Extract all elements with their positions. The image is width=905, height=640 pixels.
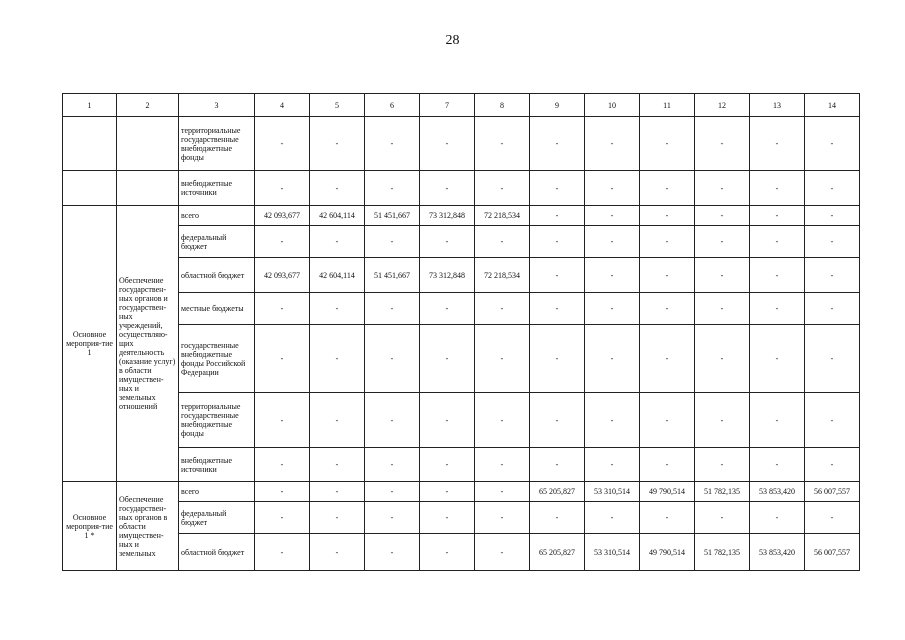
header-cell: 12 [695, 94, 750, 117]
value-cell: - [640, 393, 695, 448]
page-number: 28 [445, 33, 460, 48]
value-cell: - [475, 325, 530, 393]
value-cell: 42 093,677 [255, 206, 310, 226]
value-cell: - [420, 293, 475, 325]
value-cell: - [475, 448, 530, 482]
value-cell: - [475, 171, 530, 206]
value-cell: - [640, 117, 695, 171]
value-cell: - [585, 226, 640, 258]
value-cell: 73 312,848 [420, 206, 475, 226]
continuation-section [63, 117, 860, 206]
measure-number-cell: Основное мероприя-тие 1 [63, 206, 117, 482]
value-cell: - [640, 325, 695, 393]
value-cell: - [475, 482, 530, 502]
header-row [63, 94, 860, 117]
value-cell: - [530, 258, 585, 293]
value-cell: - [420, 482, 475, 502]
value-cell: - [530, 502, 585, 534]
value-cell: - [310, 393, 365, 448]
value-cell: - [640, 171, 695, 206]
value-cell: - [310, 171, 365, 206]
value-cell: 65 205,827 [530, 534, 585, 571]
value-cell: - [365, 534, 420, 571]
value-cell: - [640, 448, 695, 482]
value-cell: - [750, 226, 805, 258]
empty-cell [63, 171, 117, 206]
value-cell: - [750, 171, 805, 206]
value-cell: - [695, 226, 750, 258]
value-cell: 56 007,557 [805, 534, 860, 571]
empty-cell [117, 171, 179, 206]
value-cell: - [255, 448, 310, 482]
table-row [63, 534, 860, 571]
value-cell: 53 853,420 [750, 482, 805, 502]
value-cell: - [310, 117, 365, 171]
table-row [63, 325, 860, 393]
value-cell: - [585, 325, 640, 393]
funding-source-cell: всего [179, 206, 255, 226]
value-cell: - [640, 226, 695, 258]
value-cell: - [365, 448, 420, 482]
value-cell: - [255, 117, 310, 171]
value-cell: - [805, 206, 860, 226]
table-row [63, 258, 860, 293]
value-cell: - [805, 226, 860, 258]
funding-source-cell: федеральный бюджет [179, 226, 255, 258]
value-cell: - [640, 258, 695, 293]
header-cell: 3 [179, 94, 255, 117]
header-cell: 13 [750, 94, 805, 117]
value-cell: - [640, 293, 695, 325]
value-cell: - [530, 325, 585, 393]
value-cell: - [420, 171, 475, 206]
funding-source-cell: местные бюджеты [179, 293, 255, 325]
header-cell: 14 [805, 94, 860, 117]
value-cell: - [585, 393, 640, 448]
value-cell: - [420, 117, 475, 171]
value-cell: - [750, 502, 805, 534]
value-cell: - [310, 482, 365, 502]
value-cell: - [255, 226, 310, 258]
value-cell: - [805, 171, 860, 206]
value-cell: - [310, 448, 365, 482]
value-cell: - [475, 117, 530, 171]
value-cell: 51 782,135 [695, 534, 750, 571]
value-cell: - [695, 117, 750, 171]
value-cell: - [310, 226, 365, 258]
value-cell: - [750, 258, 805, 293]
measure-description-cell: Обеспечение государствен-ных органов и государствен-ных учреждений, осуществляю-щих деятельность (оказание услуг) в области имуществен-ных и земельных отношений [117, 206, 179, 482]
value-cell: - [530, 226, 585, 258]
value-cell: - [750, 117, 805, 171]
value-cell: 53 310,514 [585, 534, 640, 571]
value-cell: - [420, 502, 475, 534]
value-cell: - [475, 226, 530, 258]
value-cell: 56 007,557 [805, 482, 860, 502]
value-cell: - [310, 502, 365, 534]
header-cell: 8 [475, 94, 530, 117]
value-cell: - [420, 534, 475, 571]
value-cell: - [805, 502, 860, 534]
measure-number-cell: Основное мероприя-тие 1 * [63, 482, 117, 571]
value-cell: 42 093,677 [255, 258, 310, 293]
value-cell: - [530, 206, 585, 226]
header-cell: 1 [63, 94, 117, 117]
value-cell: - [530, 393, 585, 448]
table-row [63, 171, 860, 206]
header-cell: 7 [420, 94, 475, 117]
value-cell: - [530, 117, 585, 171]
value-cell: - [585, 502, 640, 534]
funding-source-cell: всего [179, 482, 255, 502]
value-cell: - [750, 393, 805, 448]
value-cell: 73 312,848 [420, 258, 475, 293]
value-cell: - [420, 393, 475, 448]
value-cell: - [365, 393, 420, 448]
value-cell: 42 604,114 [310, 206, 365, 226]
header-cell: 11 [640, 94, 695, 117]
value-cell: - [695, 293, 750, 325]
value-cell: 51 451,667 [365, 206, 420, 226]
value-cell: - [750, 206, 805, 226]
value-cell: - [640, 502, 695, 534]
value-cell: 72 218,534 [475, 206, 530, 226]
value-cell: - [805, 258, 860, 293]
value-cell: - [585, 171, 640, 206]
value-cell: - [310, 293, 365, 325]
funding-source-cell: федеральный бюджет [179, 502, 255, 534]
value-cell: - [530, 293, 585, 325]
value-cell: 49 790,514 [640, 534, 695, 571]
table-row [63, 117, 860, 171]
measure-2-section [63, 482, 860, 571]
value-cell: - [255, 325, 310, 393]
value-cell: 49 790,514 [640, 482, 695, 502]
value-cell: - [585, 293, 640, 325]
funding-source-cell: территориальные государственные внебюджетные фонды [179, 117, 255, 171]
header-cell: 5 [310, 94, 365, 117]
value-cell: - [475, 502, 530, 534]
value-cell: - [420, 325, 475, 393]
budget-table [62, 93, 860, 571]
value-cell: - [365, 325, 420, 393]
value-cell: 53 310,514 [585, 482, 640, 502]
value-cell: - [585, 117, 640, 171]
funding-source-cell: внебюджетные источники [179, 171, 255, 206]
table-row [63, 393, 860, 448]
value-cell: - [365, 171, 420, 206]
value-cell: - [365, 482, 420, 502]
value-cell: - [750, 293, 805, 325]
value-cell: - [255, 393, 310, 448]
value-cell: - [695, 325, 750, 393]
funding-source-cell: территориальные государственные внебюджетные фонды [179, 393, 255, 448]
header-cell: 10 [585, 94, 640, 117]
value-cell: 53 853,420 [750, 534, 805, 571]
header-cell: 9 [530, 94, 585, 117]
funding-source-cell: областной бюджет [179, 534, 255, 571]
value-cell: - [365, 117, 420, 171]
value-cell: 65 205,827 [530, 482, 585, 502]
value-cell: - [585, 206, 640, 226]
measure-1-section [63, 206, 860, 482]
empty-cell [63, 117, 117, 171]
value-cell: - [805, 448, 860, 482]
value-cell: - [695, 393, 750, 448]
value-cell: - [420, 226, 475, 258]
table-row [63, 206, 860, 226]
header-cell: 2 [117, 94, 179, 117]
value-cell: - [695, 448, 750, 482]
value-cell: 72 218,534 [475, 258, 530, 293]
header-cell: 6 [365, 94, 420, 117]
table-row [63, 293, 860, 325]
value-cell: - [310, 534, 365, 571]
table-row [63, 226, 860, 258]
value-cell: - [805, 393, 860, 448]
table-row [63, 502, 860, 534]
value-cell: - [310, 325, 365, 393]
value-cell: - [365, 502, 420, 534]
value-cell: - [365, 293, 420, 325]
funding-source-cell: государственные внебюджетные фонды Российской Федерации [179, 325, 255, 393]
value-cell: - [640, 206, 695, 226]
value-cell: - [805, 117, 860, 171]
value-cell: - [475, 534, 530, 571]
empty-cell [117, 117, 179, 171]
value-cell: 51 451,667 [365, 258, 420, 293]
funding-source-cell: областной бюджет [179, 258, 255, 293]
value-cell: - [255, 482, 310, 502]
value-cell: - [475, 293, 530, 325]
value-cell: 51 782,135 [695, 482, 750, 502]
value-cell: - [750, 325, 805, 393]
value-cell: - [530, 171, 585, 206]
table-row [63, 448, 860, 482]
value-cell: - [255, 502, 310, 534]
value-cell: - [255, 534, 310, 571]
value-cell: - [420, 448, 475, 482]
value-cell: - [695, 171, 750, 206]
value-cell: 42 604,114 [310, 258, 365, 293]
value-cell: - [255, 293, 310, 325]
value-cell: - [695, 258, 750, 293]
value-cell: - [255, 171, 310, 206]
table-row [63, 482, 860, 502]
value-cell: - [530, 448, 585, 482]
value-cell: - [695, 206, 750, 226]
funding-source-cell: внебюджетные источники [179, 448, 255, 482]
value-cell: - [805, 325, 860, 393]
measure-description-cell: Обеспечение государствен-ных органов в области имуществен-ных и земельных [117, 482, 179, 571]
value-cell: - [695, 502, 750, 534]
value-cell: - [475, 393, 530, 448]
value-cell: - [750, 448, 805, 482]
value-cell: - [585, 258, 640, 293]
header-cell: 4 [255, 94, 310, 117]
value-cell: - [365, 226, 420, 258]
value-cell: - [585, 448, 640, 482]
value-cell: - [805, 293, 860, 325]
